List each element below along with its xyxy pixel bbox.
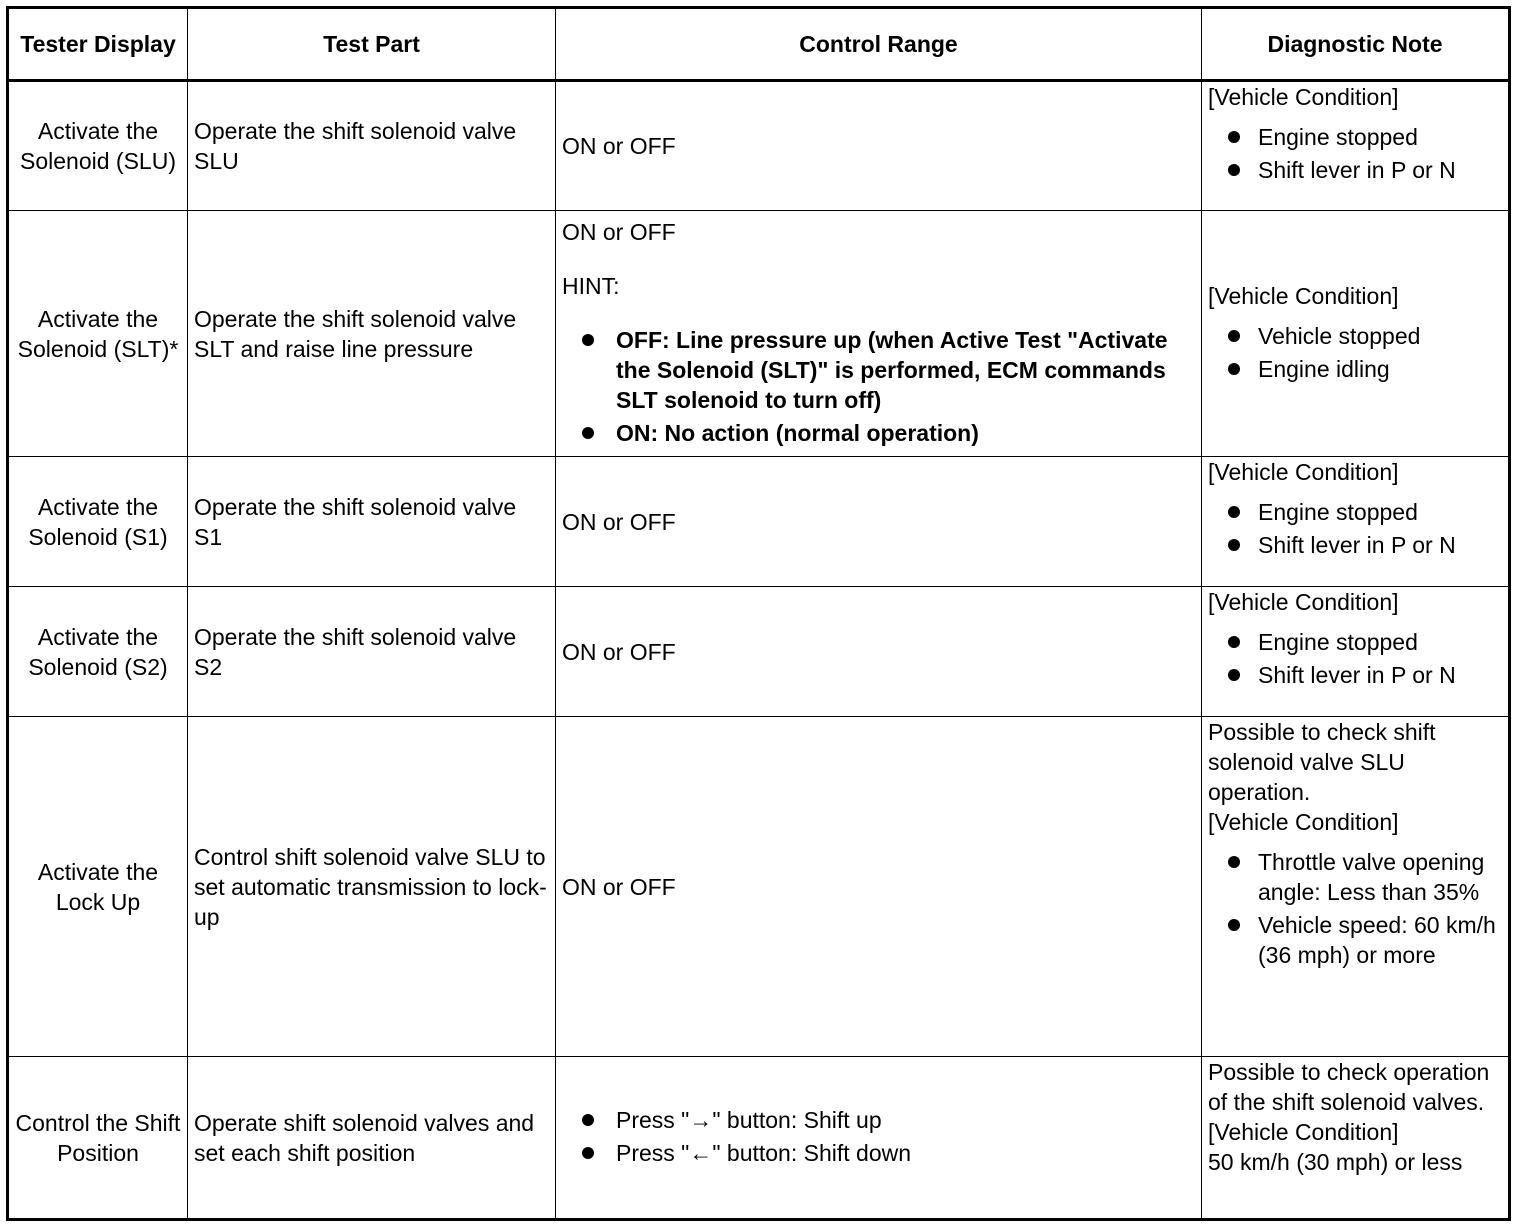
control-range-cell: ON or OFF [556,587,1202,717]
diagnostic-note-cell [1202,717,1510,1057]
diagnostic-note-cell [1202,587,1510,717]
control-range-cell: ON or OFF [556,81,1202,211]
table-row [8,587,1510,717]
note-bullet-list [1208,627,1502,690]
list-item: Engine stopped [1228,627,1502,657]
note-tail: 50 km/h (30 mph) or less [1208,1149,1463,1175]
control-range-cell: ON or OFF [556,717,1202,1057]
table-header-row [8,8,1510,81]
test-part-cell: Operate the shift solenoid valve SLT and raise line pressure [188,211,556,457]
list-item: OFF: Line pressure up (when Active Test "Activate the Solenoid (SLT)" is performed, ECM commands SLT solenoid to turn off) [582,325,1195,415]
list-item: Engine idling [1228,354,1502,384]
list-item: Shift lever in P or N [1228,530,1502,560]
test-part-cell: Control shift solenoid valve SLU to set automatic transmission to lock-up [188,717,556,1057]
bullet-icon [582,1147,594,1159]
diagnostic-note-cell [1202,1057,1510,1220]
control-bullet-list [562,1105,1195,1168]
note-bullet-list [1208,122,1502,185]
control-range-cell [556,1057,1202,1220]
note-intro: Possible to check shift solenoid valve SLU operation. [1208,719,1436,805]
note-bullet-list [1208,497,1502,560]
bullet-icon [1228,164,1240,176]
list-item: Engine stopped [1228,497,1502,527]
tester-display-cell: Control the Shift Position [8,1057,188,1220]
diagnostic-note-cell [1202,211,1510,457]
bullet-icon [1228,539,1240,551]
list-item: Shift lever in P or N [1228,155,1502,185]
list-item: ON: No action (normal operation) [582,418,1195,448]
test-part-cell: Operate the shift solenoid valve S2 [188,587,556,717]
bullet-icon [1228,363,1240,375]
test-part-cell: Operate the shift solenoid valve SLU [188,81,556,211]
table-row [8,717,1510,1057]
bullet-icon [582,334,594,346]
diagnostic-note-cell [1202,457,1510,587]
hint-bullet-list [562,325,1195,448]
bullet-icon [582,427,594,439]
tester-display-cell: Activate the Solenoid (SLU) [8,81,188,211]
list-item: Press "←" button: Shift down [582,1138,1195,1168]
note-heading: [Vehicle Condition] [1208,282,1399,309]
bullet-icon [1228,330,1240,342]
bullet-icon [1228,856,1240,868]
tester-display-cell: Activate the Solenoid (S1) [8,457,188,587]
list-item: Engine stopped [1228,122,1502,152]
bullet-icon [1228,669,1240,681]
bullet-icon [1228,919,1240,931]
tester-display-cell: Activate the Lock Up [8,717,188,1057]
tester-display-cell: Activate the Solenoid (S2) [8,587,188,717]
tester-display-cell: Activate the Solenoid (SLT)* [8,211,188,457]
table-row [8,1057,1510,1220]
note-heading: [Vehicle Condition] [1208,459,1399,485]
test-part-cell: Operate the shift solenoid valve S1 [188,457,556,587]
list-item: Throttle valve opening angle: Less than 35% [1228,847,1502,907]
test-part-cell: Operate shift solenoid valves and set each shift position [188,1057,556,1220]
control-range-value: ON or OFF [562,219,676,245]
list-item: Vehicle stopped [1228,321,1502,351]
bullet-icon [1228,131,1240,143]
diagnostic-note-cell [1202,81,1510,211]
header-tester-display: Tester Display [8,8,188,81]
hint-label: HINT: [562,273,620,299]
header-diagnostic-note: Diagnostic Note [1202,8,1510,81]
bullet-icon [582,1114,594,1126]
note-bullet-list [1208,321,1502,384]
control-range-cell [556,211,1202,457]
bullet-icon [1228,636,1240,648]
note-intro: Possible to check operation of the shift solenoid valves. [1208,1059,1490,1115]
header-test-part: Test Part [188,8,556,81]
control-range-cell: ON or OFF [556,457,1202,587]
table-row [8,457,1510,587]
note-heading: [Vehicle Condition] [1208,1119,1399,1145]
table-row [8,211,1510,457]
note-heading: [Vehicle Condition] [1208,589,1399,615]
table-row [8,81,1510,211]
note-heading: [Vehicle Condition] [1208,84,1399,110]
list-item: Vehicle speed: 60 km/h (36 mph) or more [1228,910,1502,970]
note-heading: [Vehicle Condition] [1208,809,1399,835]
active-test-table [6,6,1511,1221]
list-item: Shift lever in P or N [1228,660,1502,690]
list-item: Press "→" button: Shift up [582,1105,1195,1135]
header-control-range: Control Range [556,8,1202,81]
note-bullet-list [1208,847,1502,970]
bullet-icon [1228,506,1240,518]
